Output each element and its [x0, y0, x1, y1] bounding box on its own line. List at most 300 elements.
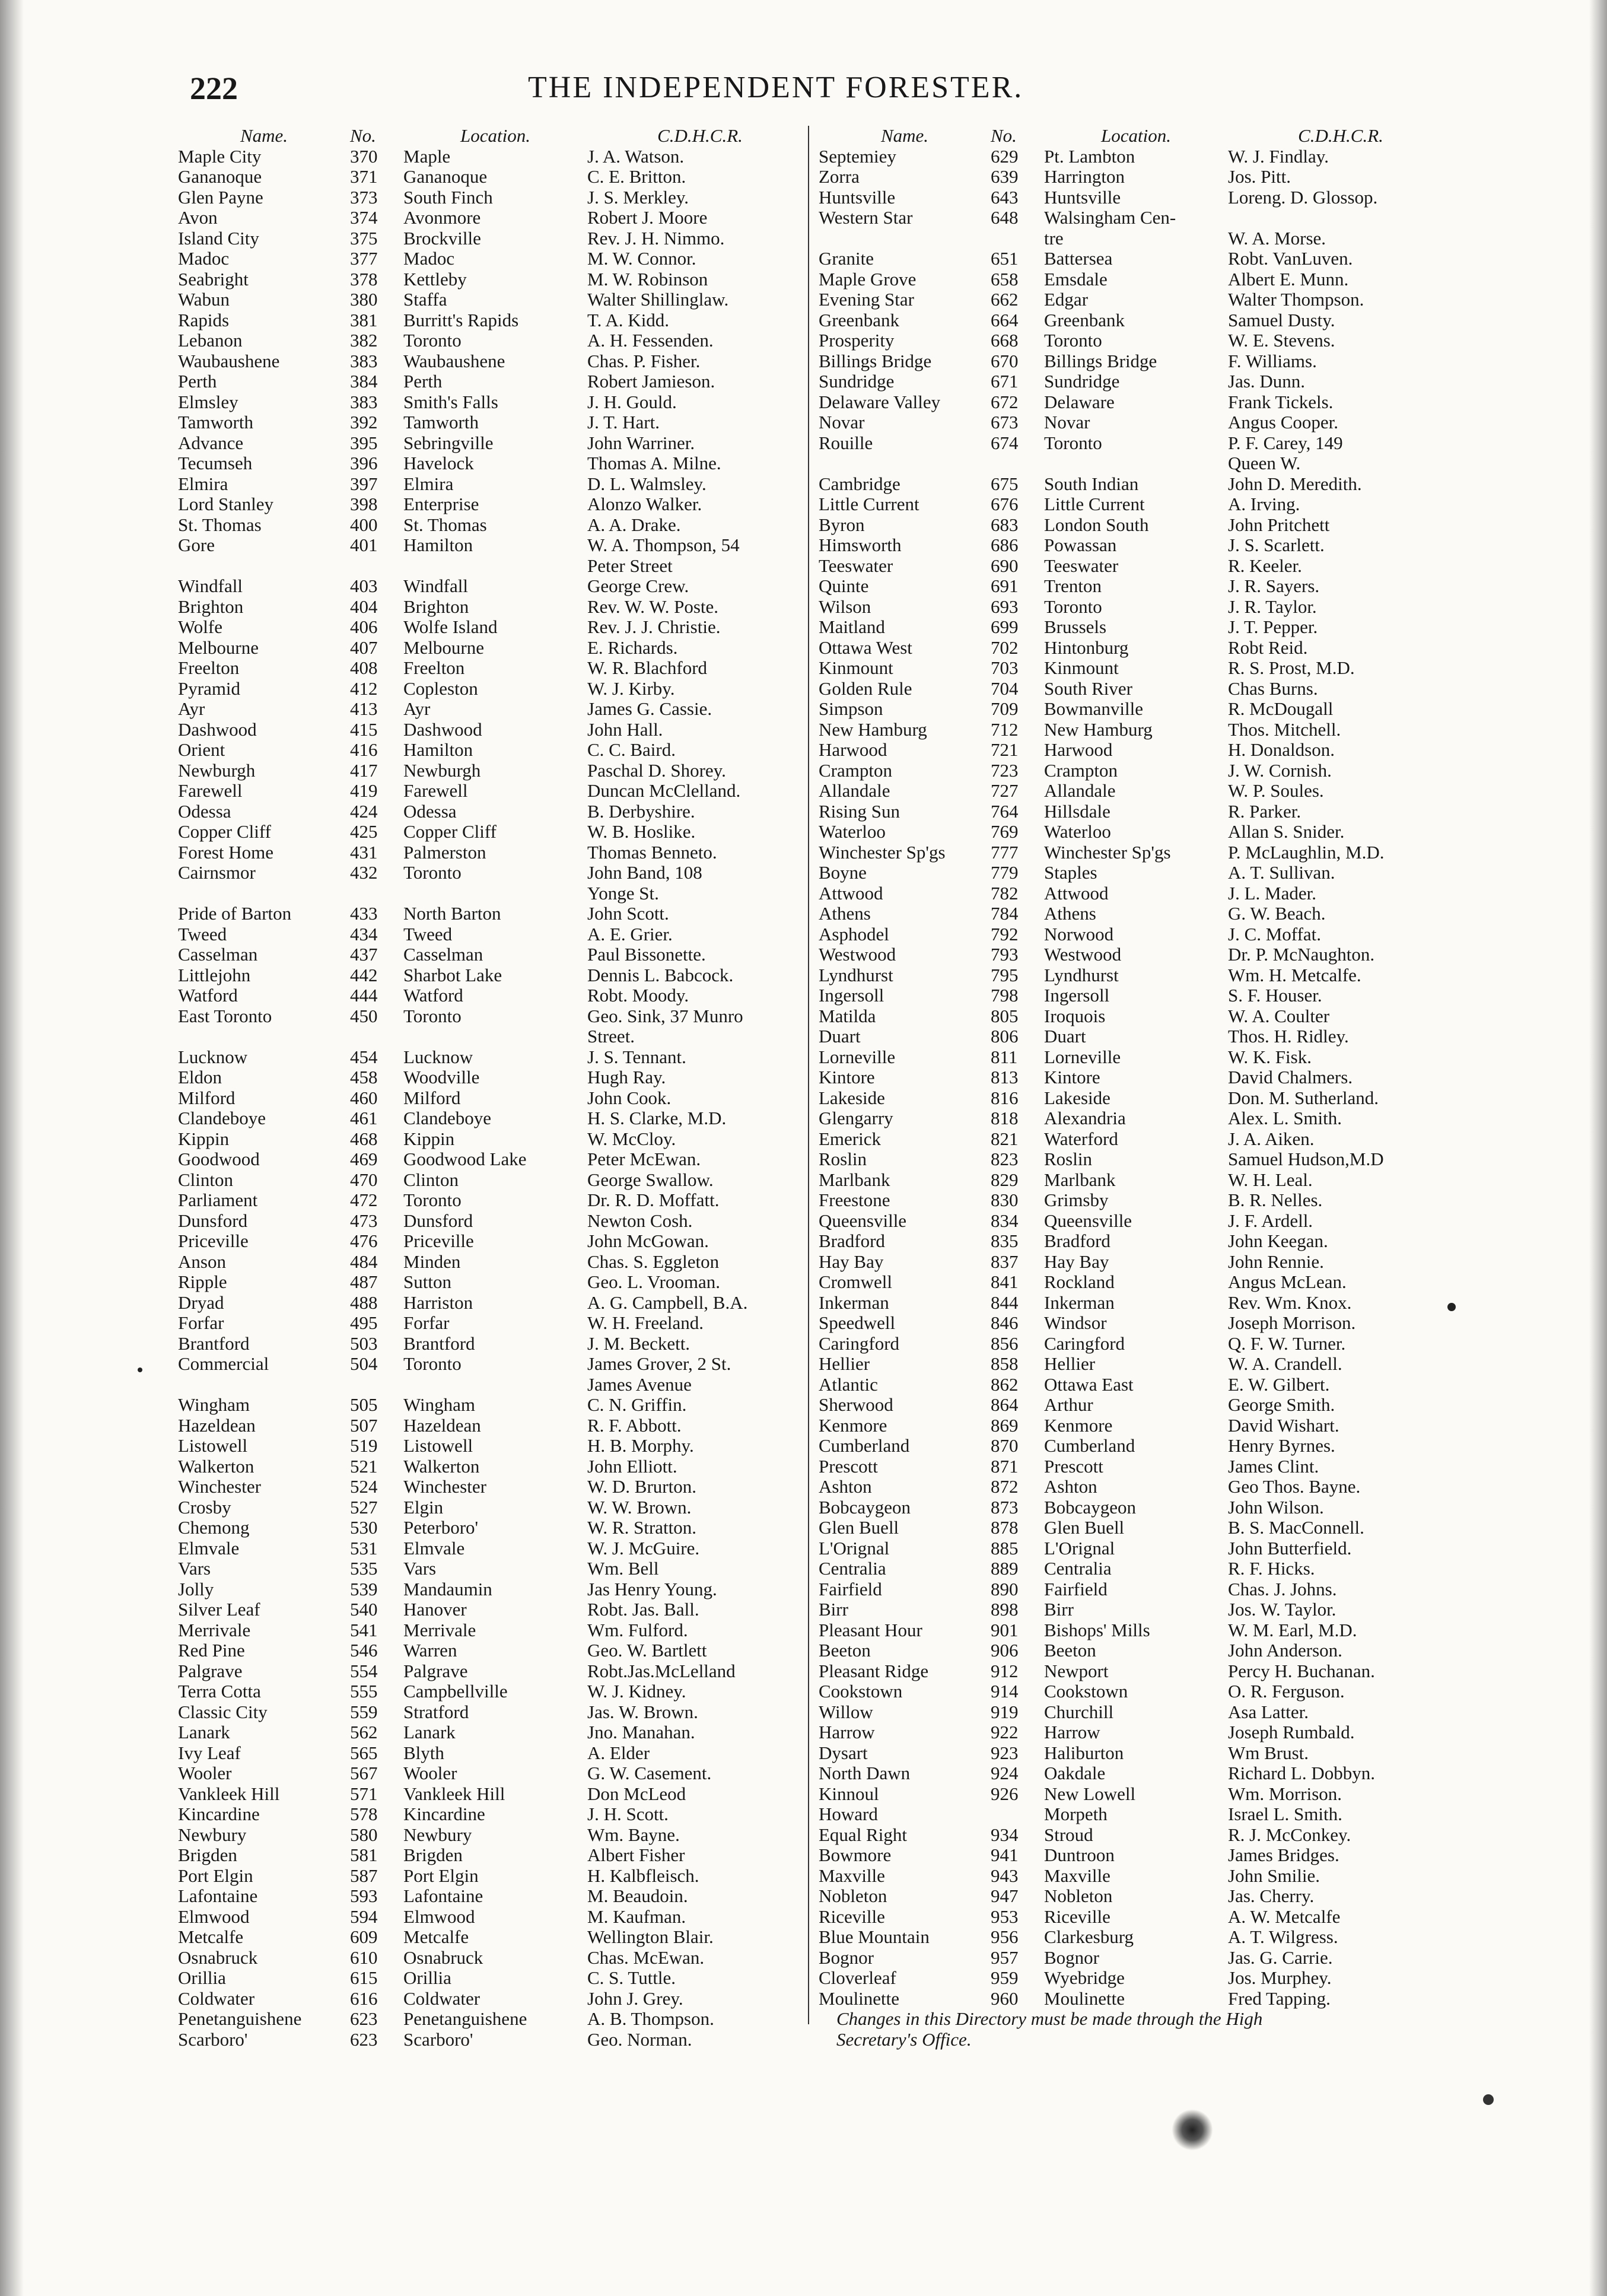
- entry-secretary: G. W. Casement.: [587, 1763, 712, 1783]
- entry-name: Lakeside: [819, 1087, 885, 1108]
- entry-location: Walsingham Cen-: [1044, 208, 1176, 228]
- directory-entry: [178, 167, 813, 187]
- entry-name: Watford: [178, 985, 238, 1006]
- entry-number: 519: [350, 1435, 378, 1456]
- header-number: No.: [991, 125, 1017, 146]
- entry-secretary: John Cook.: [587, 1087, 672, 1108]
- entry-location: Lyndhurst: [1044, 965, 1119, 985]
- entry-name: Odessa: [178, 801, 231, 822]
- entry-location: Emsdale: [1044, 269, 1108, 290]
- entry-secretary: Jos. Pitt.: [1228, 166, 1291, 187]
- entry-name: Huntsville: [819, 187, 896, 208]
- entry-secretary: P. F. Carey, 149: [1228, 432, 1343, 453]
- entry-number: 862: [991, 1373, 1019, 1395]
- entry-number: 578: [350, 1804, 378, 1824]
- entry-location: Elgin: [403, 1497, 444, 1518]
- entry-name: Kinmount: [819, 658, 893, 678]
- entry-location: Birr: [1044, 1599, 1074, 1620]
- entry-name: Windfall: [178, 576, 243, 596]
- entry-location: Iroquois: [1044, 1006, 1106, 1026]
- directory-entry: [819, 1231, 1453, 1252]
- entry-name: Prosperity: [819, 330, 895, 351]
- header-cdhcr: C.D.H.C.R.: [1298, 125, 1383, 146]
- entry-secretary: Chas. P. Fisher.: [587, 350, 701, 371]
- header-name: Name.: [240, 125, 288, 146]
- entry-name: Pyramid: [178, 678, 241, 699]
- entry-location: Perth: [403, 371, 443, 392]
- directory-entry: [178, 1088, 813, 1109]
- directory-entry: [178, 679, 813, 699]
- directory-entry: [819, 658, 1453, 679]
- directory-entry: [178, 1067, 813, 1088]
- entry-number: 924: [991, 1763, 1019, 1783]
- entry-number: 727: [991, 780, 1019, 801]
- entry-secretary: J. H. Scott.: [587, 1804, 669, 1824]
- entry-number: 798: [991, 985, 1019, 1006]
- entry-secretary: W. W. Brown.: [587, 1496, 692, 1518]
- entry-secretary: J. R. Sayers.: [1228, 575, 1320, 596]
- directory-entry: [178, 1272, 813, 1293]
- directory-entry: [819, 638, 1453, 659]
- directory-entry: [178, 761, 813, 781]
- entry-secretary: Robt. Moody.: [587, 985, 689, 1006]
- entry-secretary: W. J. Findlay.: [1228, 145, 1329, 167]
- entry-number: 926: [991, 1783, 1019, 1804]
- entry-name: Palgrave: [178, 1661, 243, 1681]
- directory-entry: [819, 802, 1453, 822]
- entry-location: Elmwood: [403, 1906, 475, 1927]
- entry-number: 444: [350, 985, 378, 1006]
- entry-number: 384: [350, 371, 378, 392]
- entry-location: Fairfield: [1044, 1579, 1108, 1599]
- directory-entry: [178, 1497, 813, 1518]
- entry-number: 841: [991, 1271, 1019, 1292]
- entry-name: [178, 1375, 350, 1395]
- directory-entry: [178, 208, 813, 228]
- entry-name: Elmvale: [178, 1538, 240, 1559]
- entry-number: 469: [350, 1149, 378, 1169]
- directory-entry: [178, 1886, 813, 1907]
- directory-entry: [178, 1190, 813, 1211]
- entry-name: Billings Bridge: [819, 351, 932, 371]
- entry-location: Priceville: [403, 1231, 474, 1251]
- entry-number: 686: [991, 535, 1019, 555]
- entry-secretary: Rev. W. W. Poste.: [587, 596, 719, 617]
- entry-secretary: [1228, 208, 1453, 228]
- directory-entry: [178, 1047, 813, 1068]
- directory-entry: [819, 1518, 1453, 1538]
- entry-location: North Barton: [403, 904, 501, 924]
- directory-entry: [819, 699, 1453, 720]
- directory-entry: [819, 208, 1453, 228]
- entry-location: Hamilton: [403, 740, 473, 760]
- directory-entry: [819, 1334, 1453, 1354]
- directory-entry: [178, 1129, 813, 1150]
- entry-name: Lucknow: [178, 1047, 248, 1067]
- directory-entry: [819, 515, 1453, 536]
- entry-secretary: John Smilie.: [1228, 1865, 1320, 1886]
- entry-number: 541: [350, 1619, 378, 1640]
- running-head: THE INDEPENDENT FORESTER.: [528, 71, 1024, 104]
- entry-number: 670: [991, 350, 1019, 371]
- entry-secretary: R. J. McConkey.: [1228, 1824, 1351, 1845]
- entry-secretary: A. Elder: [587, 1742, 650, 1763]
- entry-secretary: John Elliott.: [587, 1455, 677, 1477]
- entry-number: 424: [350, 800, 378, 822]
- entry-number: 813: [991, 1067, 1019, 1087]
- directory-entry: [178, 740, 813, 761]
- entry-secretary: Rev. J. H. Nimmo.: [587, 227, 725, 249]
- entry-number: 870: [991, 1435, 1019, 1456]
- entry-name: [819, 453, 991, 474]
- directory-entry: [178, 863, 813, 883]
- entry-name: Cambridge: [819, 473, 900, 494]
- entry-location: Little Current: [1044, 494, 1145, 514]
- directory-rows-right: [819, 147, 1453, 2009]
- entry-location: Port Elgin: [403, 1865, 479, 1886]
- entry-name: Granite: [819, 249, 874, 269]
- entry-location: Brussels: [1044, 617, 1107, 637]
- entry-location: Toronto: [1044, 433, 1102, 453]
- entry-location: Sharbot Lake: [403, 965, 502, 985]
- entry-secretary: Wm. Morrison.: [1228, 1783, 1342, 1804]
- entry-secretary: Wellington Blair.: [587, 1926, 714, 1947]
- entry-location: Sutton: [403, 1272, 451, 1292]
- entry-number: 487: [350, 1271, 378, 1292]
- entry-name: Coldwater: [178, 1988, 255, 2009]
- entry-name: Cloverleaf: [819, 1968, 896, 1988]
- directory-entry: [819, 985, 1453, 1006]
- entry-location: Westwood: [1044, 945, 1122, 965]
- entry-number: 864: [991, 1394, 1019, 1415]
- directory-entry: [178, 576, 813, 597]
- entry-name: Kincardine: [178, 1804, 260, 1824]
- page-edge-shadow-right: [1589, 0, 1607, 2296]
- entry-number: 530: [350, 1517, 378, 1538]
- entry-number: 407: [350, 637, 378, 658]
- directory-entry: [819, 617, 1453, 638]
- entry-location: Smith's Falls: [403, 392, 498, 412]
- ink-spot: [1447, 1303, 1456, 1311]
- entry-secretary: M. Kaufman.: [587, 1906, 686, 1927]
- entry-name: Vankleek Hill: [178, 1783, 280, 1804]
- entry-secretary: Dr. R. D. Moffatt.: [587, 1190, 720, 1210]
- entry-location: Beeton: [1044, 1640, 1096, 1661]
- entry-name: Cromwell: [819, 1272, 892, 1292]
- entry-location: Marlbank: [1044, 1169, 1116, 1190]
- entry-location: Lakeside: [1044, 1087, 1110, 1108]
- directory-column-left: [178, 126, 813, 2050]
- entry-location: Duart: [1044, 1026, 1086, 1047]
- entry-number: 821: [991, 1128, 1019, 1149]
- directory-entry: [178, 945, 813, 965]
- entry-location: Toronto: [403, 330, 462, 351]
- header-number: No.: [350, 125, 376, 146]
- entry-location: Wingham: [403, 1395, 476, 1415]
- entry-number: 792: [991, 923, 1019, 945]
- entry-number: 470: [350, 1169, 378, 1190]
- entry-name: Wolfe: [178, 617, 222, 637]
- entry-name: Roslin: [819, 1149, 867, 1169]
- entry-name: Newbury: [178, 1824, 247, 1845]
- entry-location: Powassan: [1044, 535, 1117, 555]
- entry-number: 712: [991, 718, 1019, 740]
- entry-number: 503: [350, 1333, 378, 1354]
- entry-location: Delaware: [1044, 392, 1115, 412]
- entry-secretary: Alonzo Walker.: [587, 494, 702, 514]
- entry-location: Lanark: [403, 1722, 456, 1742]
- entry-secretary: Yonge St.: [587, 882, 659, 904]
- entry-location: Metcalfe: [403, 1927, 469, 1947]
- directory-entry: [178, 658, 813, 679]
- entry-number: 846: [991, 1312, 1019, 1333]
- directory-entry: [819, 1948, 1453, 1969]
- entry-location: Milford: [403, 1087, 461, 1108]
- directory-entry: [819, 1681, 1453, 1702]
- entry-number: 531: [350, 1537, 378, 1559]
- entry-secretary: Rev. J. J. Christie.: [587, 616, 721, 637]
- entry-secretary: W. K. Fisk.: [1228, 1046, 1312, 1067]
- directory-entry: [819, 1559, 1453, 1579]
- entry-location: Warren: [403, 1640, 457, 1661]
- entry-name: Dunsford: [178, 1210, 248, 1231]
- entry-name: Newburgh: [178, 760, 256, 781]
- entry-name: Melbourne: [178, 637, 259, 658]
- directory-entry: [819, 904, 1453, 924]
- entry-number: 943: [991, 1865, 1019, 1886]
- entry-number: 539: [350, 1578, 378, 1599]
- entry-name: Bradford: [819, 1231, 885, 1251]
- entry-name: Equal Right: [819, 1824, 907, 1845]
- directory-entry: [178, 2009, 813, 2030]
- directory-entry: [819, 924, 1453, 945]
- entry-location: Hay Bay: [1044, 1251, 1109, 1272]
- entry-secretary: Wm Brust.: [1228, 1742, 1309, 1763]
- entry-location: Vars: [403, 1559, 437, 1579]
- entry-name: Ashton: [819, 1477, 872, 1497]
- entry-secretary: O. R. Ferguson.: [1228, 1681, 1345, 1702]
- entry-name: Farewell: [178, 781, 243, 801]
- entry-secretary: E. Richards.: [587, 637, 678, 658]
- entry-name: Wooler: [178, 1763, 232, 1783]
- entry-name: Wingham: [178, 1395, 250, 1415]
- entry-location: Nobleton: [1044, 1886, 1113, 1906]
- entry-number: 668: [991, 330, 1019, 351]
- entry-name: Perth: [178, 371, 217, 392]
- entry-location: Waterloo: [1044, 822, 1111, 842]
- entry-location: Windsor: [1044, 1313, 1107, 1333]
- directory-entry: [819, 1149, 1453, 1170]
- entry-location: Melbourne: [403, 637, 485, 658]
- entry-location: Prescott: [1044, 1456, 1103, 1477]
- entry-secretary: J. T. Hart.: [587, 412, 660, 433]
- directory-entry: [178, 330, 813, 351]
- entry-number: 901: [991, 1619, 1019, 1640]
- entry-secretary: W. R. Stratton.: [587, 1517, 697, 1538]
- entry-name: Willow: [819, 1702, 873, 1722]
- directory-entry: [819, 822, 1453, 842]
- entry-location: Morpeth: [1044, 1804, 1108, 1824]
- directory-entry: [819, 1313, 1453, 1334]
- entry-name: Freestone: [819, 1190, 890, 1210]
- entry-secretary: J. A. Aiken.: [1228, 1128, 1315, 1149]
- entry-secretary: Chas. S. Eggleton: [587, 1251, 720, 1272]
- directory-entry: [819, 1989, 1453, 2009]
- entry-secretary: M. W. Connor.: [587, 248, 696, 269]
- entry-name: Speedwell: [819, 1313, 896, 1333]
- entry-location: Toronto: [1044, 596, 1102, 617]
- directory-entry: [819, 576, 1453, 597]
- entry-secretary: Thomas Benneto.: [587, 841, 717, 863]
- entry-name: [178, 556, 350, 577]
- entry-number: 527: [350, 1496, 378, 1518]
- directory-entry: [178, 1559, 813, 1579]
- entry-number: 651: [991, 248, 1019, 269]
- entry-location: [403, 556, 587, 577]
- entry-secretary: J. M. Beckett.: [587, 1333, 690, 1354]
- entry-number: 419: [350, 780, 378, 801]
- directory-entry: [178, 1599, 813, 1620]
- entry-number: 914: [991, 1681, 1019, 1702]
- directory-entry: [178, 1477, 813, 1497]
- directory-entry: [178, 699, 813, 720]
- directory-entry: [178, 1845, 813, 1866]
- entry-location: Lafontaine: [403, 1886, 483, 1906]
- entry-name: Forfar: [178, 1313, 224, 1333]
- entry-secretary: Robt Reid.: [1228, 637, 1308, 658]
- entry-name: New Hamburg: [819, 719, 927, 740]
- entry-number: 805: [991, 1005, 1019, 1026]
- entry-name: Commercial: [178, 1354, 269, 1374]
- entry-number: 777: [991, 841, 1019, 863]
- entry-secretary: J. S. Tennant.: [587, 1046, 686, 1067]
- entry-secretary: P. McLaughlin, M.D.: [1228, 841, 1385, 863]
- directory-entry: [819, 392, 1453, 413]
- entry-number: 829: [991, 1169, 1019, 1190]
- directory-entry: [819, 1784, 1453, 1805]
- entry-secretary: W. H. Freeland.: [587, 1312, 704, 1333]
- directory-entry: [178, 1907, 813, 1928]
- ink-spot: [138, 1368, 142, 1372]
- entry-location: Kinmount: [1044, 658, 1119, 678]
- directory-entry: [178, 1211, 813, 1232]
- entry-number: 890: [991, 1578, 1019, 1599]
- entry-secretary: A. G. Campbell, B.A.: [587, 1292, 748, 1313]
- directory-entry: [819, 1293, 1453, 1314]
- entry-location: [1044, 453, 1228, 474]
- directory-entry: [819, 1886, 1453, 1907]
- directory-entry: [819, 167, 1453, 187]
- entry-secretary: W. J. Kirby.: [587, 678, 675, 699]
- entry-name: Milford: [178, 1087, 236, 1108]
- entry-name: Riceville: [819, 1906, 885, 1927]
- directory-entry: [178, 842, 813, 863]
- entry-number: 524: [350, 1476, 378, 1497]
- entry-name: Brigden: [178, 1845, 237, 1865]
- entry-name: Bognor: [819, 1947, 874, 1968]
- directory-entry: [178, 1026, 813, 1047]
- directory-entry: [819, 1211, 1453, 1232]
- entry-name: Evening Star: [819, 290, 914, 310]
- entry-location: Clarkesburg: [1044, 1927, 1134, 1947]
- entry-secretary: Robt.Jas.McLelland: [587, 1660, 736, 1681]
- entry-secretary: W. H. Leal.: [1228, 1169, 1313, 1190]
- entry-secretary: J. C. Moffat.: [1228, 923, 1322, 945]
- entry-name: Clandeboye: [178, 1108, 266, 1128]
- column-header-row: [178, 126, 813, 147]
- entry-name: Novar: [819, 412, 865, 433]
- entry-location: South Finch: [403, 187, 493, 208]
- entry-location: Staples: [1044, 863, 1097, 883]
- entry-number: 495: [350, 1312, 378, 1333]
- entry-number: 629: [991, 145, 1019, 167]
- entry-location: Waterford: [1044, 1128, 1118, 1149]
- entry-secretary: John Hall.: [587, 718, 663, 740]
- entry-location: Vankleek Hill: [403, 1783, 505, 1804]
- directory-entry: [819, 494, 1453, 515]
- entry-secretary: John Butterfield.: [1228, 1537, 1352, 1559]
- entry-number: 795: [991, 964, 1019, 985]
- directory-entry: [819, 433, 1453, 454]
- entry-location: Kintore: [1044, 1067, 1100, 1087]
- entry-location: Huntsville: [1044, 187, 1121, 208]
- entry-number: 380: [350, 289, 378, 310]
- entry-location: Palmerston: [403, 842, 486, 863]
- entry-number: 830: [991, 1190, 1019, 1210]
- entry-number: 546: [350, 1640, 378, 1661]
- entry-location: Staffa: [403, 290, 447, 310]
- entry-number: 784: [991, 903, 1019, 924]
- entry-secretary: J. R. Taylor.: [1228, 596, 1317, 617]
- ink-blot: [1172, 2109, 1213, 2151]
- directory-entry: [819, 1354, 1453, 1375]
- entry-number: 442: [350, 964, 378, 985]
- entry-number: 375: [350, 227, 378, 249]
- directory-entry: [178, 1640, 813, 1661]
- entry-location: Pt. Lambton: [1044, 146, 1135, 167]
- entry-secretary: Geo Thos. Bayne.: [1228, 1476, 1361, 1497]
- directory-entry: [819, 330, 1453, 351]
- directory-column-right: [819, 126, 1453, 2050]
- entry-number: 693: [991, 596, 1019, 617]
- directory-entry: [178, 433, 813, 454]
- entry-name: Tamworth: [178, 412, 253, 433]
- entry-name: Ayr: [178, 699, 205, 719]
- entry-location: Ayr: [403, 699, 431, 719]
- directory-entry: [178, 1231, 813, 1252]
- entry-name: Golden Rule: [819, 678, 912, 699]
- entry-number: 906: [991, 1640, 1019, 1661]
- entry-secretary: James Bridges.: [1228, 1845, 1339, 1865]
- entry-number: 594: [350, 1906, 378, 1927]
- entry-name: Tecumseh: [178, 453, 253, 473]
- entry-name: Parliament: [178, 1190, 258, 1210]
- directory-entry: [819, 1129, 1453, 1150]
- entry-number: 782: [991, 882, 1019, 904]
- entry-location: Allandale: [1044, 781, 1116, 801]
- entry-secretary: Wm. Fulford.: [587, 1619, 688, 1640]
- entry-name: Ingersoll: [819, 985, 884, 1006]
- entry-name: Boyne: [819, 863, 867, 883]
- entry-location: tre: [1044, 228, 1064, 249]
- entry-name: Moulinette: [819, 1988, 900, 2009]
- entry-number: 934: [991, 1824, 1019, 1845]
- directory-entry: [178, 1149, 813, 1170]
- entry-number: 468: [350, 1128, 378, 1149]
- entry-location: Walkerton: [403, 1456, 480, 1477]
- entry-number: 673: [991, 412, 1019, 433]
- entry-number: 396: [350, 453, 378, 473]
